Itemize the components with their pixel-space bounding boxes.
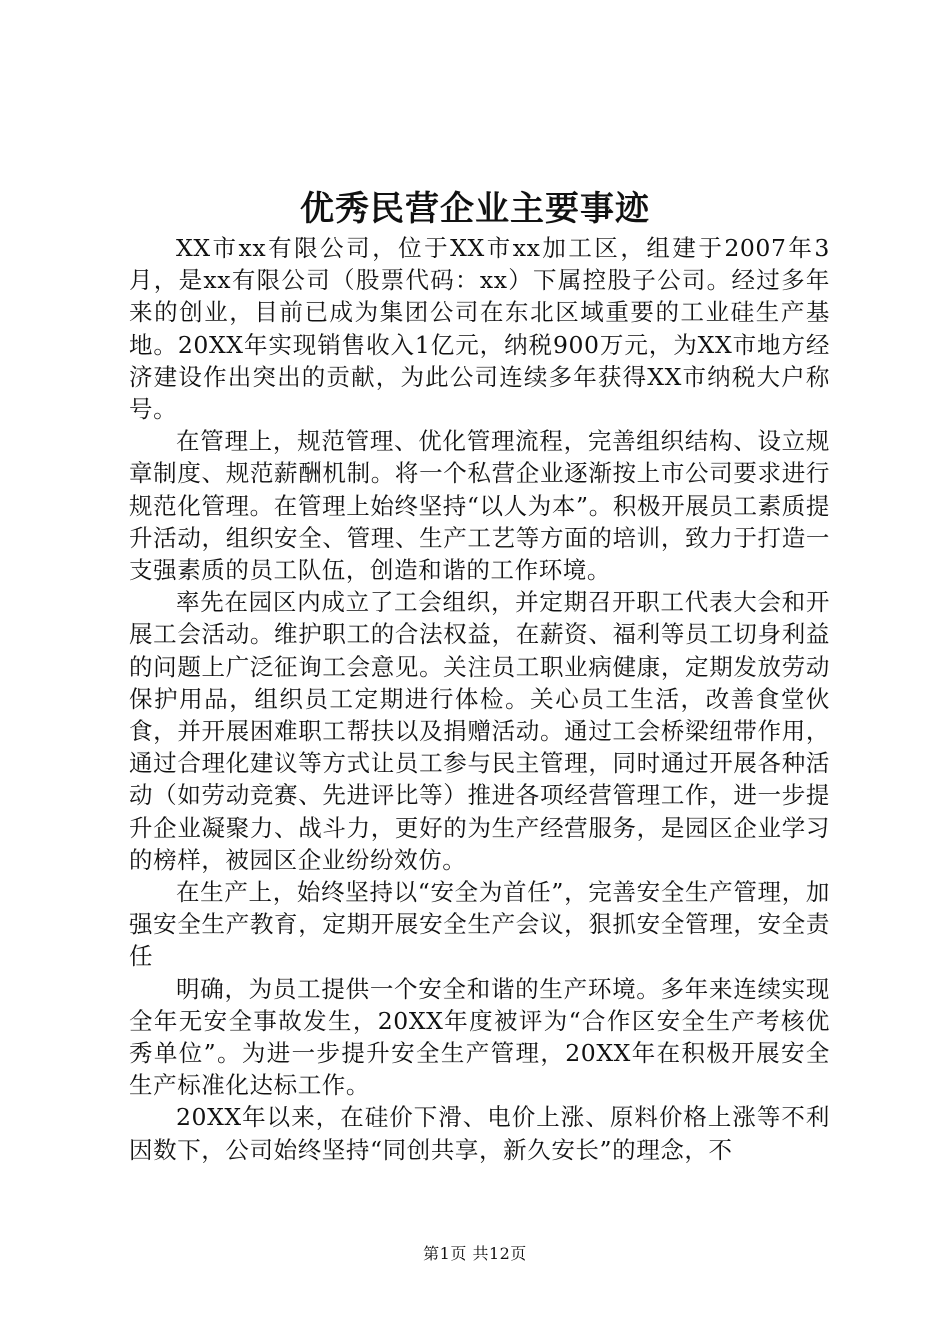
paragraph-production-safety: 在生产上，始终坚持以“安全为首任”，完善安全生产管理，加强安全生产教育，定期开展安全生产会议，狠抓安全管理，安全责任 [129,878,830,971]
paragraph-labor-union: 率先在园区内成立了工会组织，并定期召开职工代表大会和开展工会活动。维护职工的合法权益，在薪资、福利等员工切身利益的问题上广泛征询工会意见。关注员工职业病健康，定期发放劳动保护用品，组织员工定期进行体检。关心员工生活，改善食堂伙食，并开展困难职工帮扶以及捐赠活动。通过工会桥梁纽带作用，通过合理化建议等方式让员工参与民主管理，同时通过开展各种活动（如劳动竞赛、先进评比等）推进各项经营管理工作，进一步提升企业凝聚力、战斗力，更好的为生产经营服务，是园区企业学习的榜样，被园区企业纷纷效仿。 [129,588,830,874]
document-body [129,232,830,1166]
document-title: 优秀民营企业主要事迹 [300,189,650,229]
paragraph-management: 在管理上，规范管理、优化管理流程，完善组织结构、设立规章制度、规范薪酬机制。将一个私营企业逐渐按上市公司要求进行规范化管理。在管理上始终坚持“以人为本”。积极开展员工素质提升活动，组织安全、管理、生产工艺等方面的培训，致力于打造一支强素质的员工队伍，创造和谐的工作环境。 [129,427,830,585]
page-footer: 第1页 共12页 [423,1244,527,1263]
paragraph-since-year: 20XX年以来，在硅价下滑、电价上涨、原料价格上涨等不利因数下，公司始终坚持“同创共享，新久安长”的理念，不 [129,1103,830,1164]
paragraph-company-intro: XX市xx有限公司，位于XX市xx加工区，组建于2007年3月，是xx有限公司（股票代码：xx）下属控股子公司。经过多年来的创业，目前已成为集团公司在东北区域重要的工业硅生产基地。20XX年实现销售收入1亿元，纳税900万元，为XX市地方经济建设作出突出的贡献，为此公司连续多年获得XX市纳税大户称号。 [129,234,830,424]
paragraph-safety-results: 明确，为员工提供一个安全和谐的生产环境。多年来连续实现全年无安全事故发生，20XX年度被评为“合作区安全生产考核优秀单位”。为进一步提升安全生产管理，20XX年在积极开展安全生产标准化达标工作。 [129,974,830,1100]
